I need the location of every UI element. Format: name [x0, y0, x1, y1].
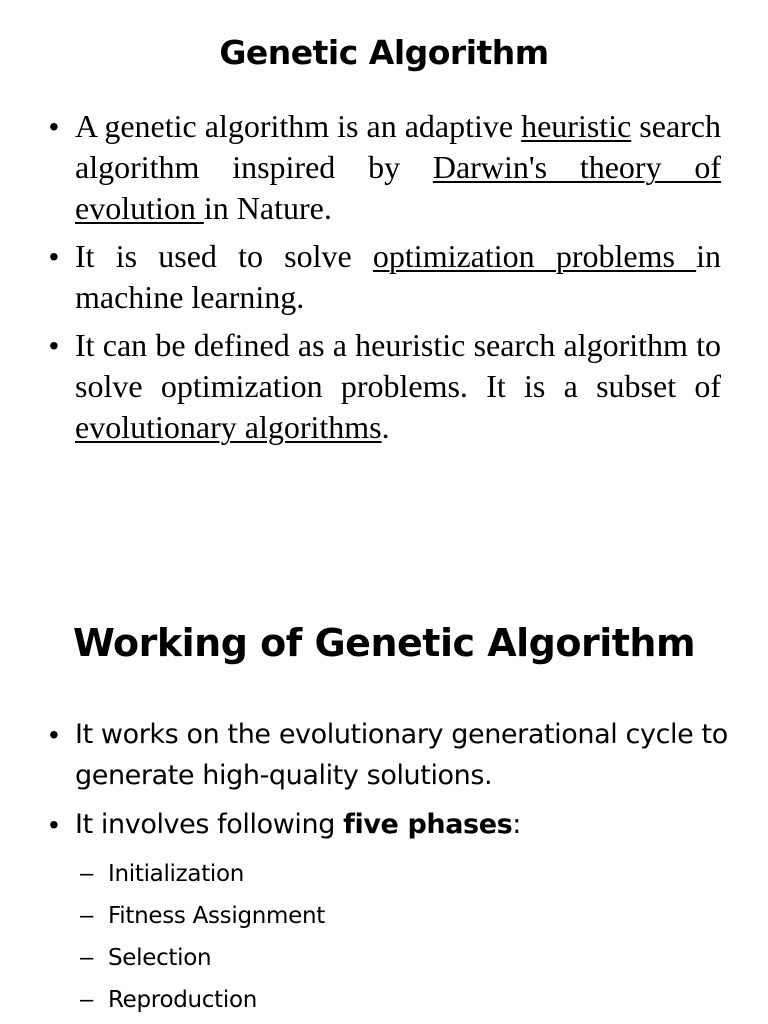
slide2-bullet-2 — [49, 804, 728, 845]
dash-icon: – — [80, 986, 94, 1013]
bullet-icon: • — [49, 719, 59, 750]
dash-icon: – — [80, 860, 94, 887]
optimization-problems-link[interactable]: optimization problems — [372, 238, 697, 274]
slide2-bullet-list — [0, 714, 768, 845]
phases-list — [0, 853, 768, 1021]
dash-icon: – — [80, 944, 94, 971]
heuristic-link[interactable]: heuristic — [521, 108, 632, 144]
bullet-text: A genetic algorithm is an adaptive — [75, 108, 522, 144]
phase-item — [80, 937, 768, 979]
slide1-bullet-2 — [49, 236, 722, 318]
slide2-bullet-1 — [49, 714, 728, 796]
slide1-title: Genetic Algorithm — [219, 33, 549, 72]
bullet-text: . — [381, 409, 390, 445]
bullet-icon: • — [49, 111, 59, 142]
bullet-text: It works on the evolutionary generational cycle to generate high-quality solutions. — [75, 719, 728, 791]
phase-label: Fitness Assignment — [108, 903, 325, 929]
bullet-icon: • — [49, 330, 59, 361]
bullet-text: in machine learning. — [75, 238, 722, 315]
dash-icon: – — [80, 902, 94, 929]
bullet-text: It is used to solve — [75, 238, 373, 274]
slide1-bullet-3 — [49, 325, 721, 448]
evolutionary-algorithms-link[interactable]: evolutionary algorithms — [75, 409, 382, 445]
phase-label: Selection — [108, 945, 212, 971]
phase-label: Initialization — [108, 861, 245, 887]
slide1-bullet-1 — [49, 106, 722, 229]
slide1-bullet-list — [0, 106, 768, 448]
bullet-icon: • — [49, 241, 59, 272]
bullet-icon: • — [49, 809, 59, 840]
bullet-text: It can be defined as a heuristic search algorithm to solve optimization problems. It is a subset of — [75, 327, 721, 404]
five-phases-emphasis: five phases — [343, 809, 513, 840]
phase-item — [80, 853, 768, 895]
bullet-text: It involves following — [75, 809, 344, 840]
bullet-text: search algorithm inspired by — [75, 108, 721, 185]
phase-item — [80, 895, 768, 937]
darwins-theory-link[interactable]: Darwin's theory of evolution — [75, 149, 722, 226]
phase-label: Reproduction — [108, 987, 257, 1013]
slide2-title: Working of Genetic Algorithm — [72, 621, 696, 665]
slide-working-of-genetic-algorithm — [0, 512, 768, 1024]
phase-item — [80, 979, 768, 1021]
bullet-text: in Nature. — [203, 190, 332, 226]
bullet-text: : — [512, 809, 521, 840]
